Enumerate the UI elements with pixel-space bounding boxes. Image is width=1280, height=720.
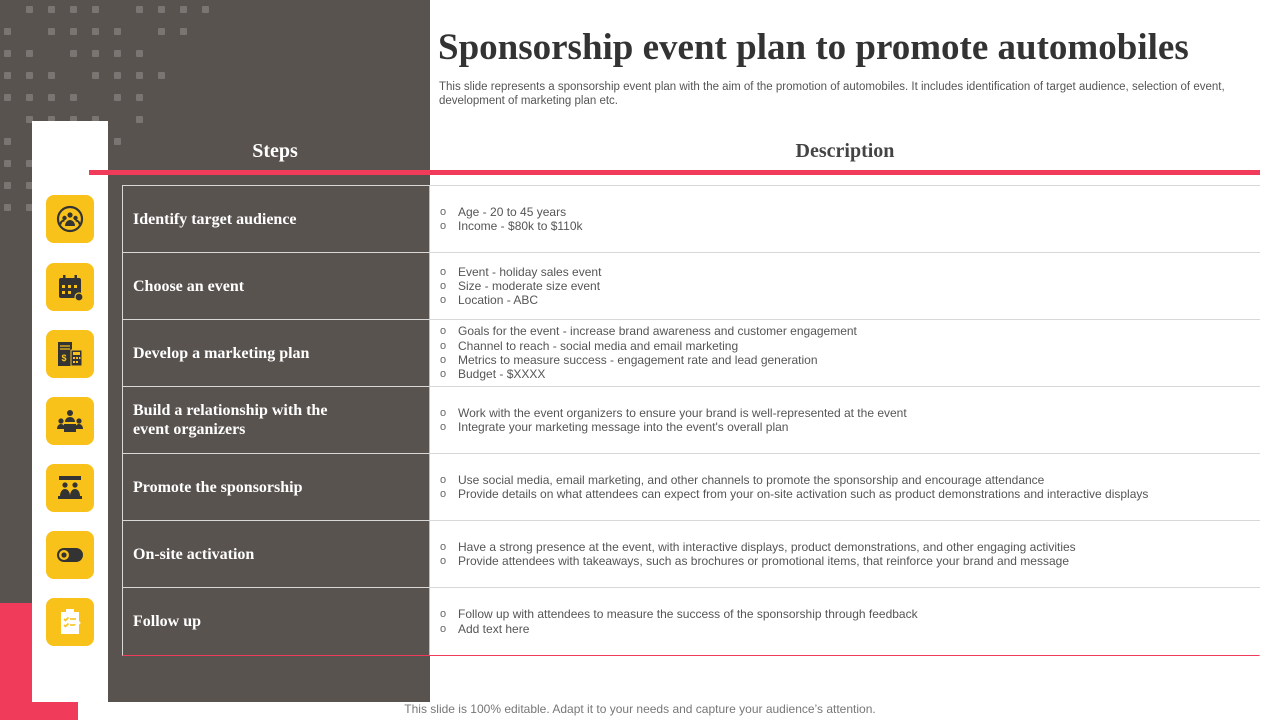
list-item: o Add text here	[440, 622, 1260, 636]
list-item: o Goals for the event - increase brand awareness and customer engagement	[440, 324, 1260, 338]
target-audience-icon	[46, 195, 94, 243]
step-label: Choose an event	[123, 253, 430, 319]
step-description	[430, 320, 1260, 386]
page-title: Sponsorship event plan to promote automobiles	[438, 27, 1189, 68]
table-row	[123, 186, 1260, 253]
list-item: o Integrate your marketing message into the event's overall plan	[440, 420, 1260, 434]
team-meeting-icon	[46, 397, 94, 445]
list-item: o Use social media, email marketing, and other channels to promote the sponsorship and encourage attendance	[440, 473, 1260, 487]
steps-header: Steps	[252, 140, 298, 162]
presentation-icon	[46, 464, 94, 512]
checklist-icon	[46, 598, 94, 646]
list-item: o Channel to reach - social media and email marketing	[440, 339, 1260, 353]
step-label: Build a relationship with the event organizers	[123, 387, 430, 453]
table-row	[123, 521, 1260, 588]
steps-table	[122, 185, 1260, 656]
budget-calculator-icon	[46, 330, 94, 378]
list-item: o Metrics to measure success - engagement rate and lead generation	[440, 353, 1260, 367]
calendar-icon	[46, 263, 94, 311]
step-description	[430, 588, 1260, 655]
list-item: o Age - 20 to 45 years	[440, 205, 1260, 219]
toggle-switch-icon	[46, 531, 94, 579]
step-label: On-site activation	[123, 521, 430, 587]
step-description	[430, 454, 1260, 520]
list-item: o Provide details on what attendees can expect from your on-site activation such as product demonstrations and interactive displays	[440, 487, 1260, 501]
step-description	[430, 253, 1260, 319]
list-item: o Budget - $XXXX	[440, 367, 1260, 381]
step-description	[430, 387, 1260, 453]
step-description	[430, 521, 1260, 587]
list-item: o Follow up with attendees to measure the success of the sponsorship through feedback	[440, 607, 1260, 621]
list-item: o Income - $80k to $110k	[440, 219, 1260, 233]
list-item: o Location - ABC	[440, 293, 1260, 307]
table-row	[123, 387, 1260, 454]
page-subtitle: This slide represents a sponsorship event plan with the aim of the promotion of automobiles. It includes identification of target audience, selection of event, development of marketing plan etc.	[439, 81, 1225, 107]
svg-text:$: $	[61, 353, 67, 363]
list-item: o Have a strong presence at the event, with interactive displays, product demonstrations, and other engaging activities	[440, 540, 1260, 554]
step-label: Identify target audience	[123, 186, 430, 252]
list-item: o Work with the event organizers to ensure your brand is well-represented at the event	[440, 406, 1260, 420]
list-item: o Event - holiday sales event	[440, 265, 1260, 279]
list-item: o Provide attendees with takeaways, such as brochures or promotional items, that reinforce your brand and message	[440, 554, 1260, 568]
step-label: Promote the sponsorship	[123, 454, 430, 520]
description-header: Description	[795, 140, 895, 162]
table-row	[123, 588, 1260, 655]
step-label: Develop a marketing plan	[123, 320, 430, 386]
table-row	[123, 253, 1260, 320]
table-row	[123, 454, 1260, 521]
table-row	[123, 320, 1260, 387]
step-label: Follow up	[123, 588, 430, 655]
footer-note: This slide is 100% editable. Adapt it to your needs and capture your audience’s attention.	[404, 702, 876, 716]
list-item: o Size - moderate size event	[440, 279, 1260, 293]
step-description	[430, 186, 1260, 252]
header-divider	[89, 170, 1260, 175]
